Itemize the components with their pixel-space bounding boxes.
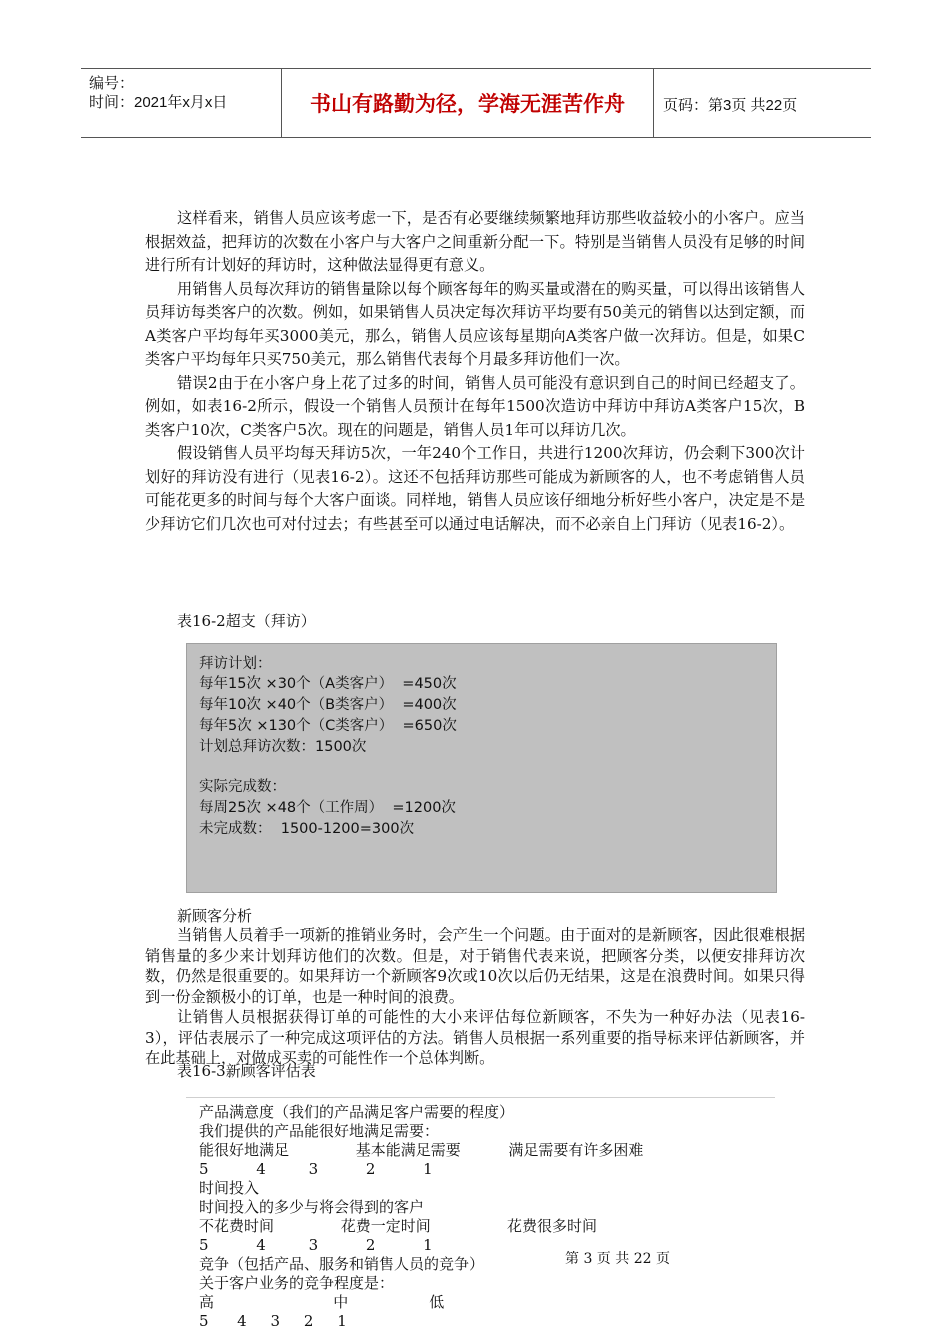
box-line: 计划总拜访次数：1500次 bbox=[199, 739, 367, 755]
box-line: 实际完成数： bbox=[199, 779, 286, 795]
box-line: 未完成数： 1500-1200=300次 bbox=[199, 821, 415, 837]
eval-row: 我们提供的产品能很好地满足需要： bbox=[199, 1122, 440, 1140]
box-line: 每周25次 ×48个（工作周） =1200次 bbox=[199, 800, 456, 816]
page-header bbox=[81, 68, 871, 138]
eval-row: 竞争（包括产品、服务和销售人员的竞争） bbox=[199, 1255, 485, 1273]
new-customer-text bbox=[145, 925, 805, 1069]
paragraph: 用销售人员每次拜访的销售量除以每个顾客每年的购买量或潜在的购买量，可以得出该销售人员拜访每类客户的次数。例如，如果销售人员决定每次拜访平均要有50美元的销售以达到定额，而A类客户平均每年买3000美元，那么，销售人员应该每星期向A类客户做一次拜访。但是，如果C类客户平均每年只买750美元，那么销售代表每个月最多拜访他们一次。 bbox=[145, 279, 805, 368]
eval-row: 产品满意度（我们的产品满足客户需要的程度） bbox=[199, 1103, 515, 1121]
paragraph: 让销售人员根据获得订单的可能性的大小来评估每位新顾客，不失为一种好办法（见表16-3），评估表展示了一种完成这项评估的方法。销售人员根据一系列重要的指导标来评估新顾客，并在此基础上，对做成买卖的可能性作一个总体判断。 bbox=[145, 1008, 805, 1067]
eval-row: 5 4 3 2 1 bbox=[199, 1236, 433, 1254]
paragraph: 当销售人员着手一项新的推销业务时，会产生一个问题。由于面对的是新顾客，因此很难根据销售量的多少来计划拜访他们的次数。但是，对于销售代表来说，把顾客分类，以便安排拜访次数，仍然是很重要的。如果拜访一个新顾客9次或10次以后仍无结果，这是在浪费时间。如果只得到一份金额极小的订单，也是一种时间的浪费。 bbox=[145, 926, 805, 1006]
paragraph: 这样看来，销售人员应该考虑一下，是否有必要继续频繁地拜访那些收益较小的小客户。应当根据效益，把拜访的次数在小客户与大客户之间重新分配一下。特别是当销售人员没有足够的时间进行所有计划好的拜访时，这种做法显得更有意义。 bbox=[145, 209, 805, 274]
table-16-2-caption: 表16-2超支（拜访） bbox=[177, 612, 316, 630]
eval-row: 关于客户业务的竞争程度是： bbox=[199, 1274, 395, 1292]
box-line: 每年15次 ×30个（A类客户） =450次 bbox=[199, 676, 457, 692]
box-line: 每年5次 ×130个（C类客户） =650次 bbox=[199, 718, 457, 734]
eval-row: 时间投入 bbox=[199, 1179, 260, 1197]
section-heading: 新顾客分析 bbox=[177, 907, 253, 925]
table-16-3-caption: 表16-3新顾客评估表 bbox=[177, 1062, 316, 1080]
table-16-2-box bbox=[186, 643, 777, 893]
paragraph: 假设销售人员平均每天拜访5次，一年240个工作日，共进行1200次拜访，仍会剩下300次计划好的拜访没有进行（见表16-2）。这还不包括拜访那些可能成为新顾客的人，也不考虑销售人员可能花更多的时间与每个大客户面谈。同样地，销售人员应该仔细地分析好些小客户，决定是不是少拜访它们几次也可对付过去；有些甚至可以通过电话解决，而不必亲自上门拜访（见表16-2）。 bbox=[145, 444, 805, 533]
motto: 书山有路勤为径，学海无涯苦作舟 bbox=[282, 69, 654, 137]
eval-row: 能很好地满足 基本能满足需要 满足需要有许多困难 bbox=[199, 1141, 644, 1159]
eval-row: 5 4 3 2 1 bbox=[199, 1312, 347, 1330]
number-label: 编号： bbox=[89, 75, 135, 92]
eval-row: 高 中 低 bbox=[199, 1293, 445, 1311]
page-info: 页码：第3页 共22页 bbox=[663, 97, 798, 114]
eval-row: 5 4 3 2 1 bbox=[199, 1160, 433, 1178]
paragraph: 错误2由于在小客户身上花了过多的时间，销售人员可能没有意识到自己的时间已经超支了。例如，如表16-2所示，假设一个销售人员预计在每年1500次造访中拜访中拜访A类客户15次，B类客户10次，C类客户5次。现在的问题是，销售人员1年可以拜访几次。 bbox=[145, 373, 805, 439]
eval-row: 不花费时间 花费一定时间 花费很多时间 bbox=[199, 1217, 598, 1235]
box-line: 每年10次 ×40个（B类客户） =400次 bbox=[199, 697, 457, 713]
box-line: 拜访计划： bbox=[199, 656, 272, 672]
eval-row: 时间投入的多少与将会得到的客户 bbox=[199, 1198, 425, 1216]
divider bbox=[186, 1097, 775, 1098]
time-label: 时间：2021年x月x日 bbox=[89, 94, 228, 111]
page-number-footer: 第 3 页 共 22 页 bbox=[565, 1251, 670, 1267]
header-meta bbox=[81, 69, 282, 137]
body-text bbox=[145, 207, 805, 536]
